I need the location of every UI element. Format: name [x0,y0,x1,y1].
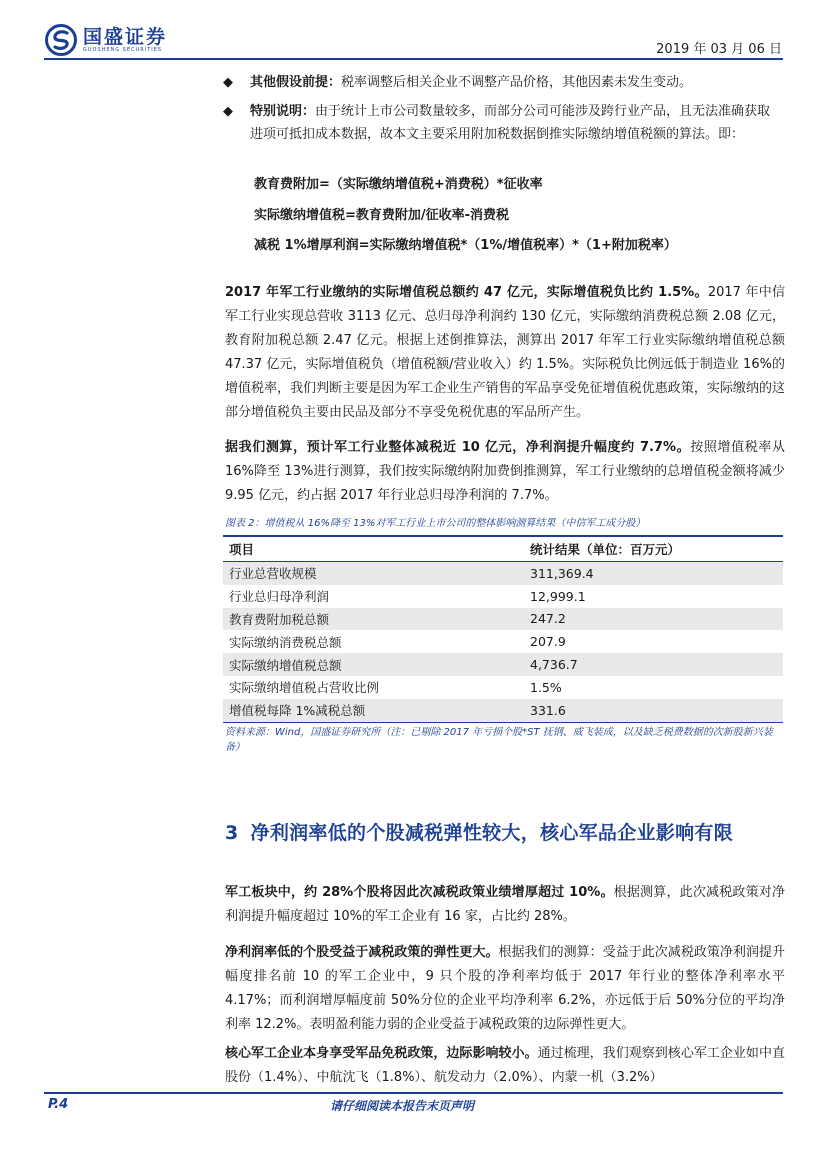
logo-english-name: GUOSHENG SECURITIES [83,46,163,53]
footer-divider [44,1092,783,1094]
table-row [223,676,783,699]
logo-mark-icon [45,24,77,56]
section-heading [225,818,733,845]
table-cell-value: 207.9 [530,634,566,650]
table-cell-label: 实际缴纳增值税占营收比例 [229,680,380,696]
bullet-text: 由于统计上市公司数量较多，而部分公司可能涉及跨行业产品，且无法准确获取进项可抵扣成本数据，故本文主要采用附加税数据倒推实际缴纳增值税额的算法。即： [250,104,771,142]
table-source-note: 资料来源：Wind，国盛证券研究所（注：已剔除 2017 年亏损个股*ST 抚钢、威飞装成，以及缺乏税费数据的次新股新兴装备） [225,727,773,753]
results-table [223,535,783,723]
bullet-diamond-icon: ◆ [223,75,233,90]
bullet-special-note [223,100,783,146]
table-cell-label: 行业总归母净利润 [229,589,330,605]
paragraph-lead: 据我们测算，预计军工行业整体减税近 10 亿元，净利润提升幅度约 7.7%。 [225,440,691,455]
paragraph-vat-burden [225,281,785,425]
table-row [223,608,783,631]
table-cell-value: 311,369.4 [524,562,783,585]
footer-disclaimer-note: 请仔细阅读本报告末页声明 [330,1099,475,1113]
table-cell-label: 教育费附加税总额 [223,608,524,631]
table-cell-label: 实际缴纳增值税总额 [223,653,524,676]
table-row [223,699,783,722]
table-cell-label: 增值税每降 1%减税总额 [223,699,524,722]
paragraph-tax-cut-estimate [225,436,785,508]
table-cell-label: 行业总营收规模 [223,562,524,585]
paragraph-text: 按照增值税率从 16%降至 13%进行测算，我们按实际缴纳附加费倒推测算，军工行业缴纳的总增值税金额将减少 9.95 亿元，约占据 2017 年行业总归母净利润的 7.7%。 [225,440,785,503]
table-cell-value: 1.5% [530,679,562,695]
table-row [223,630,783,653]
table-cell-label: 实际缴纳消费税总额 [229,634,342,650]
paragraph-text: 通过梳理，我们观察到核心军工企业如中直股份（1.4%）、中航沈飞（1.8%）、航发动力（2.0%）、内蒙一机（3.2%） [225,1046,785,1085]
table-caption: 图表 2：增值税从 16%降至 13%对军工行业上市公司的整体影响测算结果（中信军工成分股） [225,518,646,529]
formula-education-surcharge: 教育费附加=（实际缴纳增值税+消费税）*征收率 [254,177,543,192]
company-logo [45,24,167,56]
bullet-assumption [223,71,783,94]
table-cell-value: 12,999.1 [530,588,586,604]
paragraph-lead: 2017 年军工行业缴纳的实际增值税总额约 47 亿元，实际增值税负比约 1.5%。 [225,285,708,300]
section-title: 净利润率低的个股减税弹性较大，核心军品企业影响有限 [250,822,734,844]
paragraph-low-margin-elasticity [225,941,785,1037]
bullet-diamond-icon: ◆ [223,104,233,119]
paragraph-share-above-10 [225,881,785,929]
bullet-lead: 其他假设前提： [250,75,342,90]
formula-profit-increase: 减税 1%增厚利润=实际缴纳增值税*（1%/增值税率）*（1+附加税率） [254,238,677,253]
table-row [223,653,783,676]
table-header-item: 项目 [223,536,524,562]
paragraph-text: 根据我们的测算：受益于此次减税政策净利润提升幅度排名前 10 的军工企业中，9 只个股的净利率均低于 2017 年行业的整体净利率水平 4.17%；而利润增厚幅度前 50%分位的企业平均净利率 6.2%，亦远低于后 50%分位的平均净利率 12.2%。表明盈利能力弱的企业受益于减税政策的边际弹性更大。 [225,945,785,1032]
table-row [223,562,783,585]
table-cell-value: 247.2 [524,608,783,631]
paragraph-text: 2017 年中信军工行业实现总营收 3113 亿元、总归母净利润约 130 亿元，实际缴纳消费税总额 2.08 亿元，教育附加税总额 2.47 亿元。根据上述倒推算法，测算出 2017 年军工行业实际缴纳增值税总额 47.37 亿元，实际增值税负（增值税额/营业收入）约 1.5%。实际税负比例远低于制造业 16%的增值税率，我们判断主要是因为军工企业生产销售的军品享受免征增值税优惠政策，实际缴纳的这部分增值税负主要由民品及部分不享受免税优惠的军品所产生。 [225,285,786,420]
table-cell-value: 331.6 [524,699,783,722]
section-number: 3 [225,822,239,844]
report-date: 2019 年 03 月 06 日 [656,42,782,57]
table-header-result: 统计结果（单位：百万元） [524,536,783,562]
formula-actual-vat: 实际缴纳增值税=教育费附加/征收率-消费税 [254,208,510,223]
table-header-row [223,536,783,562]
header-divider [44,58,783,60]
page-number: P.4 [48,1097,69,1112]
paragraph-lead: 核心军工企业本身享受军品免税政策，边际影响较小。 [225,1046,538,1061]
paragraph-text: 根据测算，此次减税政策对净利润提升幅度超过 10%的军工企业有 16 家，占比约 28%。 [225,885,785,924]
logo-name: 国盛证券 [83,25,168,48]
paragraph-core-military [225,1042,785,1090]
bullet-text: 税率调整后相关企业不调整产品价格，其他因素未发生变动。 [341,75,693,90]
paragraph-lead: 净利润率低的个股受益于减税政策的弹性更大。 [225,945,499,960]
bullet-lead: 特别说明： [250,104,316,119]
paragraph-lead: 军工板块中，约 28%个股将因此次减税政策业绩增厚超过 10%。 [225,885,614,900]
table-cell-value: 4,736.7 [524,653,783,676]
table-row [223,585,783,608]
